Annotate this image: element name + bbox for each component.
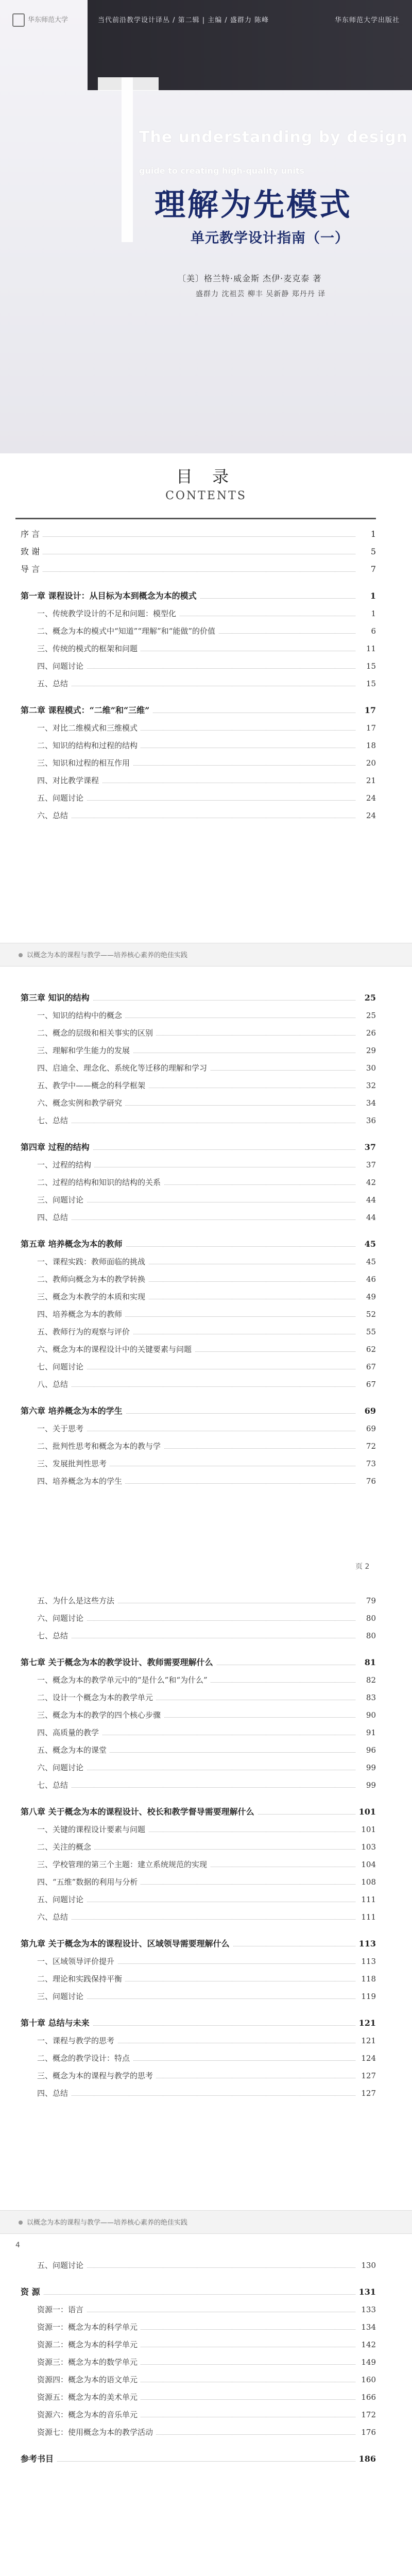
toc-entry[interactable]: 资源一：概念为本的科学单元 134: [21, 2318, 376, 2336]
publisher-logo: 华东师范大学: [12, 13, 68, 27]
toc-entry[interactable]: 一、关于思考 69: [21, 1420, 376, 1437]
toc-entry[interactable]: 四、启迪全、理念化、系统化等迁移的理解和学习 30: [21, 1059, 376, 1077]
toc-entry[interactable]: 一、关键的课程设计要素与问题 101: [21, 1821, 376, 1838]
toc-section-3: [21, 1592, 376, 2102]
toc-entry[interactable]: 七、总结 99: [21, 1776, 376, 1794]
toc-entry[interactable]: 导 言 7: [21, 561, 376, 578]
toc-chapter[interactable]: 第四章 过程的结构 37: [21, 1139, 376, 1156]
english-title: The understanding by design: [139, 128, 408, 146]
toc-entry[interactable]: 三、传统的模式的框架和问题 11: [21, 640, 376, 657]
toc-entry[interactable]: 二、概念的教学设计：特点 124: [21, 2049, 376, 2067]
toc-entry[interactable]: 五、问题讨论 111: [21, 1891, 376, 1908]
toc-entry[interactable]: 三、概念为本的教学的四个核心步骤 90: [21, 1706, 376, 1724]
toc-entry[interactable]: 三、发展批判性思考 73: [21, 1455, 376, 1472]
contents-title-en: CONTENTS: [165, 489, 247, 502]
toc-chapter[interactable]: 第二章 课程模式：“二维”和“三维” 17: [21, 702, 376, 719]
toc-entry[interactable]: 五、为什么是这些方法 79: [21, 1592, 376, 1609]
page-header-strip: 以概念为本的课程与教学——培养核心素养的绝佳实践: [0, 2210, 412, 2234]
toc-entry[interactable]: 七、问题讨论 67: [21, 1358, 376, 1376]
toc-entry[interactable]: 五、问题讨论 130: [21, 2257, 376, 2274]
toc-entry[interactable]: 资源三：概念为本的数学单元 149: [21, 2353, 376, 2371]
bullet-icon: [19, 953, 23, 957]
toc-entry[interactable]: 五、问题讨论 24: [21, 789, 376, 807]
toc-entry[interactable]: 五、总结 15: [21, 675, 376, 692]
toc-chapter[interactable]: 第三章 知识的结构 25: [21, 989, 376, 1007]
toc-chapter[interactable]: 第五章 培养概念为本的教师 45: [21, 1235, 376, 1253]
chinese-subtitle: 单元教学设计指南（一）: [191, 230, 349, 246]
book-cover: [0, 0, 412, 453]
toc-entry[interactable]: 一、过程的结构 37: [21, 1156, 376, 1174]
toc-entry[interactable]: 三、理解和学生能力的发展 29: [21, 1042, 376, 1059]
toc-entry[interactable]: 三、问题讨论 44: [21, 1191, 376, 1209]
decorative-T-icon: [98, 77, 159, 242]
toc-section-1: [21, 526, 376, 824]
toc-entry[interactable]: 七、总结 36: [21, 1112, 376, 1129]
toc-entry[interactable]: 三、概念为本教学的本质和实现 49: [21, 1288, 376, 1306]
toc-chapter[interactable]: 第一章 课程设计：从目标为本到概念为本的模式 1: [21, 587, 376, 605]
toc-entry[interactable]: 资源六：概念为本的音乐单元 172: [21, 2406, 376, 2424]
toc-entry[interactable]: 五、教师行为的观察与评价 55: [21, 1323, 376, 1341]
english-subtitle: guide to creating high-quality units: [139, 166, 305, 176]
toc-chapter[interactable]: 第八章 关于概念为本的课程设计、校长和教学督导需要理解什么 101: [21, 1803, 376, 1821]
toc-entry[interactable]: 三、知识和过程的相互作用 20: [21, 754, 376, 772]
toc-appendix[interactable]: 资 源 131: [21, 2283, 376, 2301]
toc-entry[interactable]: 资源一：语言 133: [21, 2301, 376, 2318]
toc-entry[interactable]: 二、概念的层级和相关事实的区别 26: [21, 1024, 376, 1042]
toc-entry[interactable]: 二、关注的概念 103: [21, 1838, 376, 1856]
toc-entry[interactable]: 七、总结 80: [21, 1627, 376, 1645]
toc-entry[interactable]: 八、总结 67: [21, 1376, 376, 1393]
toc-entry[interactable]: 序 言 1: [21, 526, 376, 543]
toc-chapter[interactable]: 第七章 关于概念为本的教学设计、教师需要理解什么 81: [21, 1654, 376, 1671]
press-name: 华东师范大学出版社: [334, 16, 400, 24]
toc-entry[interactable]: 六、问题讨论 80: [21, 1609, 376, 1627]
toc-entry[interactable]: 三、问题讨论 119: [21, 1988, 376, 2005]
toc-entry[interactable]: 六、总结 111: [21, 1908, 376, 1926]
bullet-icon: [19, 2221, 23, 2225]
authors: 〔美〕格兰特·威金斯 杰伊·麦克泰 著: [178, 274, 322, 283]
toc-entry[interactable]: 六、概念为本的课程设计中的关键要素与问题 62: [21, 1341, 376, 1358]
toc-entry[interactable]: 四、高质量的教学 91: [21, 1724, 376, 1741]
toc-entry[interactable]: 六、总结 24: [21, 807, 376, 824]
toc-entry[interactable]: 一、传统教学设计的不足和问题：模型化 1: [21, 605, 376, 622]
toc-entry[interactable]: 五、教学中——概念的科学框架 32: [21, 1077, 376, 1094]
toc-entry[interactable]: 一、对比二维模式和三维模式 17: [21, 719, 376, 737]
toc-entry[interactable]: 四、问题讨论 15: [21, 657, 376, 675]
toc-section-4: [21, 2257, 376, 2468]
toc-entry[interactable]: 资源二：概念为本的科学单元 142: [21, 2336, 376, 2353]
toc-entry[interactable]: 六、问题讨论 99: [21, 1759, 376, 1776]
page-header-strip: 以概念为本的课程与教学——培养核心素养的绝佳实践: [0, 943, 412, 967]
toc-entry[interactable]: 三、学校管理的第三个主题：建立系统规范的实现 104: [21, 1856, 376, 1873]
toc-entry[interactable]: 五、概念为本的课堂 96: [21, 1741, 376, 1759]
toc-entry[interactable]: 一、课程与教学的思考 121: [21, 2032, 376, 2049]
toc-chapter[interactable]: 第九章 关于概念为本的课程设计、区域领导需要理解什么 113: [21, 1935, 376, 1953]
contents-title: 目 录: [176, 467, 236, 486]
toc-entry[interactable]: 四、培养概念为本的教师 52: [21, 1306, 376, 1323]
contents-rule: [15, 518, 376, 519]
toc-entry[interactable]: 四、对比教学课程 21: [21, 772, 376, 789]
toc-entry[interactable]: 二、批判性思考和概念为本的教与学 72: [21, 1437, 376, 1455]
toc-entry[interactable]: 二、教师向概念为本的教学转换 46: [21, 1270, 376, 1288]
publisher-mark-icon: [12, 13, 25, 27]
toc-entry[interactable]: 二、理论和实践保持平衡 118: [21, 1970, 376, 1988]
toc-entry[interactable]: 一、区域领导评价提升 113: [21, 1953, 376, 1970]
toc-section-2: [21, 989, 376, 1490]
toc-entry[interactable]: 资源五：概念为本的美术单元 166: [21, 2388, 376, 2406]
toc-entry[interactable]: 三、概念为本的课程与教学的思考 127: [21, 2067, 376, 2084]
toc-entry[interactable]: 二、过程的结构和知识的结构的关系 42: [21, 1174, 376, 1191]
toc-chapter[interactable]: 第六章 培养概念为本的学生 69: [21, 1402, 376, 1420]
toc-entry[interactable]: 资源四：概念为本的语文单元 160: [21, 2371, 376, 2388]
chinese-title: 理解为先模式: [154, 187, 352, 223]
page-number: 页 2: [355, 1563, 370, 1571]
toc-entry[interactable]: 四、总结 44: [21, 1209, 376, 1226]
toc-entry[interactable]: 一、概念为本的教学单元中的“是什么”和“为什么” 82: [21, 1671, 376, 1689]
toc-entry[interactable]: 一、课程实践：教师面临的挑战 45: [21, 1253, 376, 1270]
toc-entry[interactable]: 二、知识的结构和过程的结构 18: [21, 737, 376, 754]
page-number: 4: [15, 2241, 20, 2249]
translators: 盛群力 沈祖芸 柳丰 吴新静 郑丹丹 译: [196, 290, 326, 298]
contents-header: [0, 464, 412, 502]
toc-entry[interactable]: 四、“五维”数据的利用与分析 108: [21, 1873, 376, 1891]
cover-dark-band: [88, 0, 412, 90]
series-line: 当代前沿教学设计译丛 / 第二辑 | 主编 / 盛群力 陈峰: [98, 16, 269, 24]
toc-references[interactable]: 参考书目 186: [21, 2450, 376, 2468]
toc-entry[interactable]: 资源七：使用概念为本的教学活动 176: [21, 2424, 376, 2441]
toc-entry[interactable]: 二、设计一个概念为本的教学单元 83: [21, 1689, 376, 1706]
toc-entry[interactable]: 四、培养概念为本的学生 76: [21, 1472, 376, 1490]
toc-entry[interactable]: 致 谢 5: [21, 543, 376, 561]
toc-entry[interactable]: 一、知识的结构中的概念 25: [21, 1007, 376, 1024]
toc-entry[interactable]: 六、概念实例和教学研究 34: [21, 1094, 376, 1112]
toc-chapter[interactable]: 第十章 总结与未来 121: [21, 2014, 376, 2032]
toc-entry[interactable]: 四、总结 127: [21, 2084, 376, 2102]
toc-entry[interactable]: 二、概念为本的模式中“知道”“理解”和“能做”的价值 6: [21, 622, 376, 640]
